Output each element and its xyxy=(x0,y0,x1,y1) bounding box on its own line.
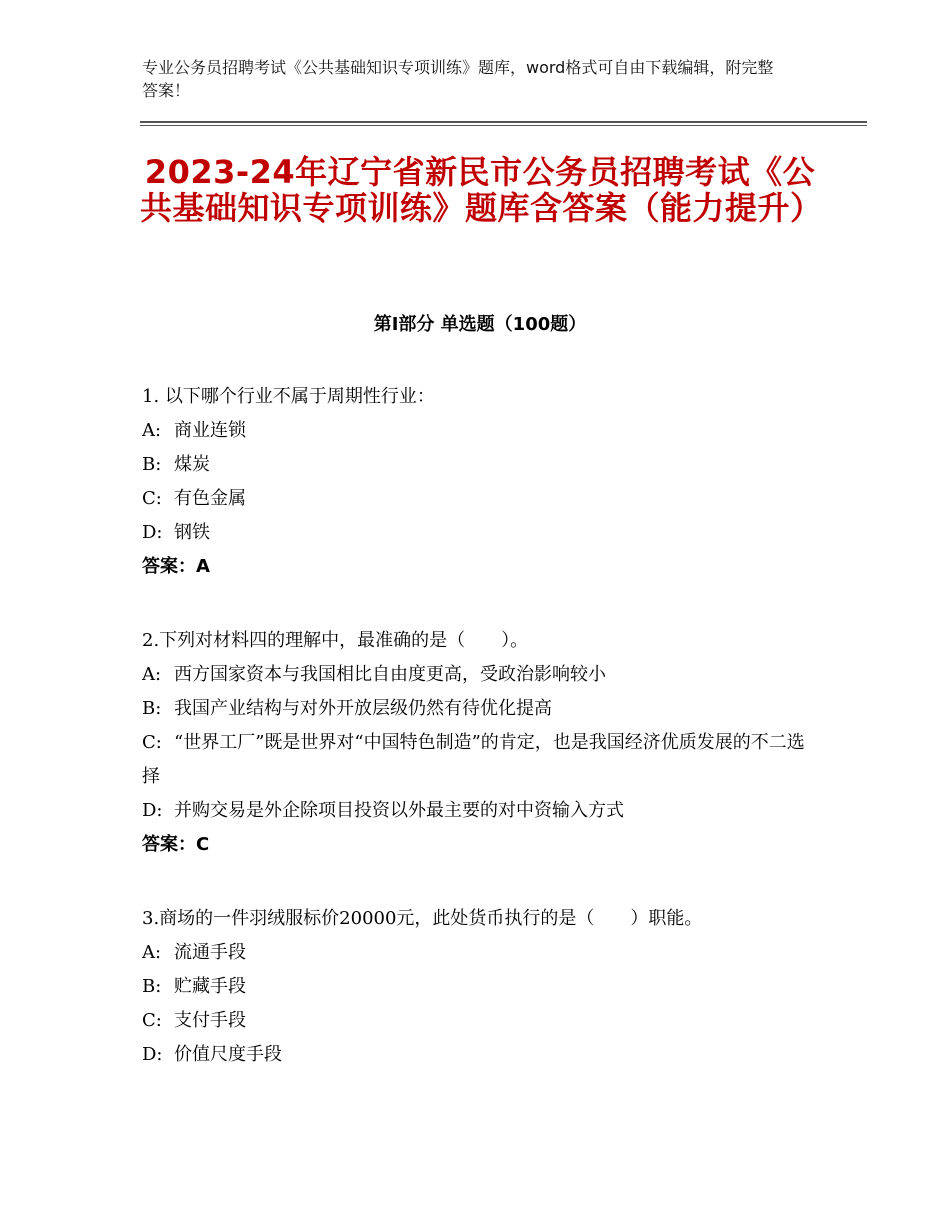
question-stem: 2.下列对材料四的理解中，最准确的是（ ）。 xyxy=(142,630,529,651)
question-stem: 3.商场的一件羽绒服标价20000元，此处货币执行的是（ ）职能。 xyxy=(142,908,703,929)
question-list xyxy=(142,380,812,1112)
question-2 xyxy=(142,624,812,862)
section-title: 第I部分 单选题（100题） xyxy=(373,314,587,335)
document-title: 2023-24年辽宁省新民市公务员招聘考试《公共基础知识专项训练》题库含答案（能力提升） xyxy=(140,153,823,227)
header-note: 专业公务员招聘考试《公共基础知识专项训练》题库，word格式可自由下载编辑，附完整答案！ xyxy=(142,58,774,100)
option-b: B: 我国产业结构与对外开放层级仍然有待优化提高 xyxy=(142,698,552,719)
header-divider xyxy=(140,121,867,123)
option-b: B: 贮藏手段 xyxy=(142,976,246,997)
option-d: D: 并购交易是外企除项目投资以外最主要的对中资输入方式 xyxy=(142,800,624,821)
answer: 答案：A xyxy=(142,556,210,577)
option-a: A: 流通手段 xyxy=(142,942,246,963)
option-a: A: 西方国家资本与我国相比自由度更高，受政治影响较小 xyxy=(142,664,606,685)
question-1 xyxy=(142,380,812,584)
option-c: C: “世界工厂”既是世界对“中国特色制造”的肯定，也是我国经济优质发展的不二选择 xyxy=(142,732,805,787)
option-b: B: 煤炭 xyxy=(142,454,210,475)
option-d: D: 价值尺度手段 xyxy=(142,1044,282,1065)
option-c: C: 有色金属 xyxy=(142,488,246,509)
header-divider-thin xyxy=(140,125,867,126)
question-stem: 1. 以下哪个行业不属于周期性行业： xyxy=(142,386,435,407)
answer: 答案：C xyxy=(142,834,210,855)
option-c: C: 支付手段 xyxy=(142,1010,246,1031)
option-d: D: 钢铁 xyxy=(142,522,210,543)
question-3 xyxy=(142,902,812,1072)
option-a: A: 商业连锁 xyxy=(142,420,246,441)
